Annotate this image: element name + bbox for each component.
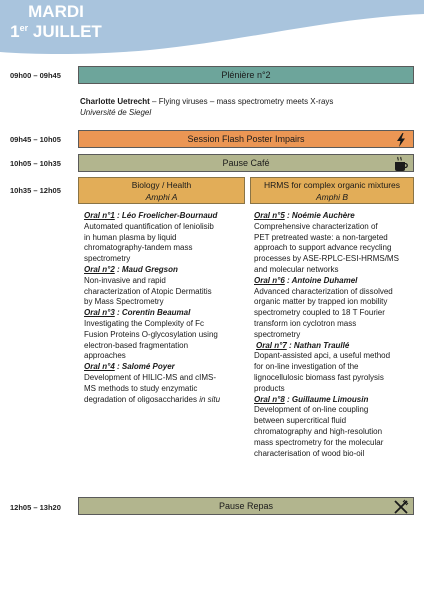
oral-line: transform ion cyclotron mass bbox=[254, 318, 357, 328]
day-date bbox=[0, 22, 112, 42]
oral-number: Oral n°4 bbox=[84, 362, 115, 372]
oral-line: in human plasma by liquid bbox=[84, 232, 177, 242]
speaker-talk: – Flying viruses – mass spectrometry meets X-rays bbox=[149, 97, 334, 106]
oral-line: spectrometry bbox=[84, 254, 131, 264]
time-flash: 09h45 – 10h05 bbox=[10, 135, 61, 144]
oral-speaker: : Antoine Duhamel bbox=[284, 275, 358, 285]
flash-bar[interactable] bbox=[78, 130, 414, 148]
fork-knife-icon bbox=[393, 499, 409, 515]
oral-speaker: : Corentin Beaumal bbox=[114, 308, 191, 318]
session-left-orals bbox=[84, 211, 250, 405]
oral-7-header bbox=[254, 341, 416, 352]
oral-line: Non-invasive and rapid bbox=[84, 275, 166, 285]
oral-1-header bbox=[84, 211, 250, 222]
oral-line: spectrometry bbox=[254, 329, 301, 339]
oral-speaker: : Salomé Poyer bbox=[114, 362, 175, 372]
oral-number: Oral n°6 bbox=[254, 275, 285, 285]
flash-label: Session Flash Poster Impairs bbox=[187, 134, 305, 144]
oral-speaker: : Nathan Traullé bbox=[286, 340, 350, 350]
oral-line: approach to support advance recycling bbox=[254, 243, 392, 253]
oral-6-header bbox=[254, 276, 416, 287]
oral-line: Fusion Proteins O-glycosylation using bbox=[84, 329, 218, 339]
oral-line: Development of HILIC-MS and cIMS- bbox=[84, 372, 217, 382]
oral-number: Oral n°2 bbox=[84, 264, 115, 274]
day-name: MARDI bbox=[28, 2, 84, 21]
time-coffee: 10h05 – 10h35 bbox=[10, 159, 61, 168]
oral-8 bbox=[254, 395, 416, 460]
oral-number: Oral n°7 bbox=[256, 340, 287, 350]
lunch-label: Pause Repas bbox=[218, 501, 274, 511]
oral-number: Oral n°3 bbox=[84, 308, 115, 318]
oral-line-text: degradation of oligosaccharides bbox=[84, 394, 200, 404]
oral-4 bbox=[84, 362, 250, 405]
oral-line: Development of on-line coupling bbox=[254, 405, 369, 415]
oral-line bbox=[84, 395, 250, 406]
oral-6 bbox=[254, 276, 416, 341]
oral-line: between supercritical fluid bbox=[254, 416, 347, 426]
oral-speaker: : Guillaume Limousin bbox=[284, 394, 369, 404]
oral-speaker: : Maud Gregson bbox=[114, 264, 178, 274]
oral-line: processes by ASE-RPLC-ESI-HRMS/MS bbox=[254, 254, 399, 264]
date-month: JUILLET bbox=[32, 22, 102, 41]
day-title bbox=[0, 2, 112, 42]
oral-number: Oral n°5 bbox=[254, 211, 285, 220]
oral-line: Automated quantification of leniolisib bbox=[84, 221, 214, 231]
oral-line: products bbox=[254, 383, 285, 393]
oral-3 bbox=[84, 308, 250, 362]
oral-line: spectrometry coupled to 18 T Fourier bbox=[254, 308, 385, 318]
plenary-bar[interactable] bbox=[78, 66, 414, 84]
plenary-speaker bbox=[80, 96, 333, 118]
oral-number: Oral n°1 bbox=[84, 211, 115, 220]
oral-5 bbox=[254, 211, 416, 276]
coffee-bar[interactable] bbox=[78, 154, 414, 172]
coffee-cup-icon bbox=[393, 156, 409, 172]
oral-line: chromatography and high-resolution bbox=[254, 426, 383, 436]
coffee-label: Pause Café bbox=[222, 158, 270, 168]
time-plenary: 09h00 – 09h45 bbox=[10, 71, 61, 80]
oral-line: Investigating the Complexity of Fc bbox=[84, 318, 205, 328]
oral-8-header bbox=[254, 395, 416, 406]
lunch-bar[interactable] bbox=[78, 497, 414, 515]
date-suffix: er bbox=[19, 23, 29, 33]
session-right-header[interactable] bbox=[250, 177, 414, 204]
oral-line: PET pretreated waste: a non-targeted bbox=[254, 232, 388, 242]
speaker-affiliation: Université de Siegel bbox=[80, 108, 152, 117]
header-banner bbox=[0, 0, 424, 58]
oral-line: lignocellulosic biomass fast pyrolysis bbox=[254, 372, 384, 382]
lightning-icon bbox=[393, 132, 409, 148]
session-left-room: Amphi A bbox=[145, 192, 178, 202]
time-lunch: 12h05 – 13h20 bbox=[10, 503, 61, 512]
oral-line: mass spectrometry for the molecular bbox=[254, 437, 384, 447]
time-parallel: 10h35 – 12h05 bbox=[10, 186, 61, 195]
date-number: 1 bbox=[10, 22, 20, 41]
session-right-title: HRMS for complex organic mixtures bbox=[263, 180, 401, 190]
oral-line: by Mass Spectrometry bbox=[84, 297, 164, 307]
oral-line: for on-line investigation of the bbox=[254, 362, 359, 372]
oral-line: Dopant-assisted apci, a useful method bbox=[254, 351, 391, 361]
oral-line: Comprehensive characterization of bbox=[254, 221, 378, 231]
oral-line-italic: in situ bbox=[199, 394, 221, 404]
oral-2 bbox=[84, 265, 250, 308]
plenary-label: Plénière n°2 bbox=[221, 70, 271, 80]
oral-4-header bbox=[84, 362, 250, 373]
oral-line: Advanced characterization of dissolved bbox=[254, 286, 393, 296]
session-left-title: Biology / Health bbox=[131, 180, 192, 190]
oral-line: characterisation of wood bio-oil bbox=[254, 448, 365, 458]
oral-line: and molecular networks bbox=[254, 264, 339, 274]
oral-1 bbox=[84, 211, 250, 265]
oral-line: characterization of Atopic Dermatitis bbox=[84, 286, 212, 296]
session-left-header[interactable] bbox=[78, 177, 245, 204]
session-right-orals bbox=[254, 211, 416, 459]
oral-7 bbox=[254, 341, 416, 395]
speaker-name: Charlotte Uetrecht bbox=[80, 97, 150, 106]
oral-number: Oral n°8 bbox=[254, 394, 285, 404]
oral-line: electron-based fragmentation bbox=[84, 340, 189, 350]
oral-line: approaches bbox=[84, 351, 126, 361]
oral-line: organic matter by trapped ion mobility bbox=[254, 297, 388, 307]
oral-speaker: : Noémie Auchère bbox=[284, 211, 355, 220]
oral-speaker: : Léo Froelicher-Bournaud bbox=[114, 211, 218, 220]
oral-5-header bbox=[254, 211, 416, 222]
oral-line: MS methods to study enzymatic bbox=[84, 383, 198, 393]
oral-2-header bbox=[84, 265, 250, 276]
oral-line: chromatography-tandem mass bbox=[84, 243, 193, 253]
session-right-room: Amphi B bbox=[315, 192, 349, 202]
oral-3-header bbox=[84, 308, 250, 319]
